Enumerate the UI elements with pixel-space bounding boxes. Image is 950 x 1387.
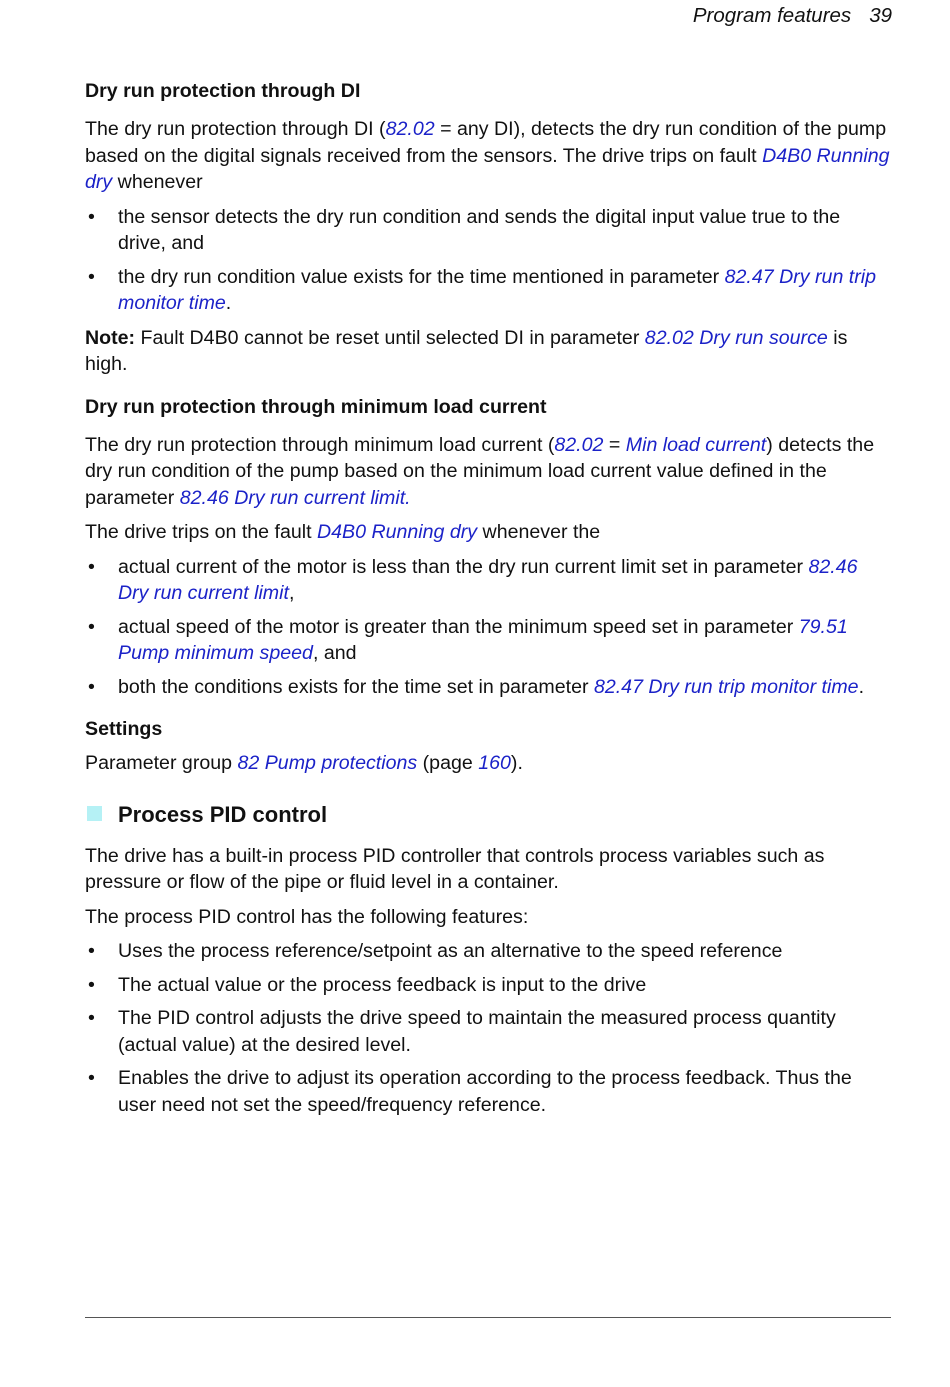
note-label: Note:: [85, 326, 136, 349]
list-item: [85, 264, 893, 317]
list-item: [85, 204, 893, 257]
text: ) detects the dry run condition of the pump based on the minimum load current value defined in the parameter: [85, 433, 875, 509]
link-param-82-02-source[interactable]: 82.02 Dry run source: [644, 326, 828, 349]
header-section-title: Program features: [692, 4, 852, 27]
page-number: 39: [869, 4, 892, 27]
footer-divider: [85, 1317, 891, 1318]
heading-dry-run-di: Dry run protection through DI: [85, 80, 361, 102]
text: whenever the: [477, 521, 601, 543]
text: the sensor detects the dry run condition and sends the digital input value true to the drive, and: [118, 205, 841, 254]
text: whenever: [112, 171, 203, 193]
list-item: • The PID control adjusts the drive speed to maintain the measured process quantity (actual value) at the desired level.: [85, 1005, 893, 1058]
paragraph-pid-features: The process PID control has the following features:: [85, 905, 529, 928]
paragraph-pid-intro: The drive has a built-in process PID controller that controls process variables such as pressure or flow of the pipe or fluid level in a container.: [85, 844, 825, 893]
link-param-82-02[interactable]: 82.02: [385, 118, 435, 140]
page-header: [693, 4, 892, 28]
heading-process-pid: [85, 801, 893, 829]
heading-dry-run-load: Dry run protection through minimum load current: [85, 395, 547, 418]
text: both the conditions exists for the time set in parameter: [118, 675, 594, 698]
link-fault-d4b0[interactable]: D4B0 Running dry: [85, 144, 890, 193]
link-param-82-47[interactable]: 82.47 Dry run trip monitor time: [118, 265, 877, 314]
text: actual speed of the motor is greater than the minimum speed set in parameter: [118, 615, 799, 638]
link-param-82-46[interactable]: 82.46 Dry run current limit.: [179, 486, 411, 509]
paragraph-settings: [85, 750, 893, 777]
paragraph-drive-trips: [85, 519, 893, 546]
section-marker-square-icon: [87, 806, 102, 821]
text: =: [603, 433, 626, 456]
link-page-160[interactable]: 160: [478, 752, 511, 774]
link-param-82-47[interactable]: 82.47 Dry run trip monitor time: [593, 675, 859, 698]
text: actual current of the motor is less than the dry run current limit set in parameter: [118, 555, 809, 578]
heading-text: Process PID control: [118, 801, 328, 827]
text: The dry run protection through minimum load current (: [85, 433, 555, 456]
text: (page: [417, 752, 479, 774]
text: Fault D4B0 cannot be reset until selected DI in parameter: [135, 326, 645, 349]
link-fault-d4b0[interactable]: D4B0 Running dry: [316, 521, 478, 543]
text: The dry run protection through DI (: [85, 118, 386, 140]
list-item: [85, 674, 893, 701]
text: is high.: [85, 326, 848, 375]
paragraph-dry-run-load: [85, 432, 893, 512]
list-item: • Uses the process reference/setpoint as an alternative to the speed reference: [85, 938, 893, 965]
list-item: • The actual value or the process feedback is input to the drive: [85, 972, 893, 999]
bullet-list-dry-run-load: [85, 554, 893, 701]
text: .: [858, 675, 865, 698]
text: , and: [312, 642, 357, 664]
text: the dry run condition value exists for the time mentioned in parameter: [118, 265, 725, 288]
bullet-list-pid: [85, 938, 893, 1118]
link-param-82-46[interactable]: 82.46 Dry run current limit: [118, 555, 858, 604]
link-min-load-current[interactable]: Min load current: [625, 433, 767, 456]
text: ,: [288, 582, 295, 604]
page-content: [85, 78, 893, 1126]
list-item: [85, 554, 893, 607]
link-param-82-02[interactable]: 82.02: [554, 433, 604, 456]
text: ).: [510, 752, 523, 774]
text: Parameter group: [85, 752, 238, 774]
text: .: [225, 292, 232, 314]
text: = any DI), detects the dry run condition of the pump based on the digital signals received from the sensors. The drive trips on fault: [85, 118, 887, 167]
list-item: • Enables the drive to adjust its operation according to the process feedback. Thus the user need not set the speed/frequency reference.: [85, 1065, 893, 1118]
text: The drive trips on the fault: [85, 521, 317, 543]
bullet-list-dry-run-di: [85, 204, 893, 317]
paragraph-dry-run-di: [85, 116, 893, 196]
note-paragraph: [85, 325, 893, 378]
list-item: [85, 614, 893, 667]
link-param-79-51[interactable]: 79.51 Pump minimum speed: [118, 615, 848, 664]
heading-settings: Settings: [85, 718, 163, 740]
link-param-group-82[interactable]: 82 Pump protections: [237, 752, 418, 774]
